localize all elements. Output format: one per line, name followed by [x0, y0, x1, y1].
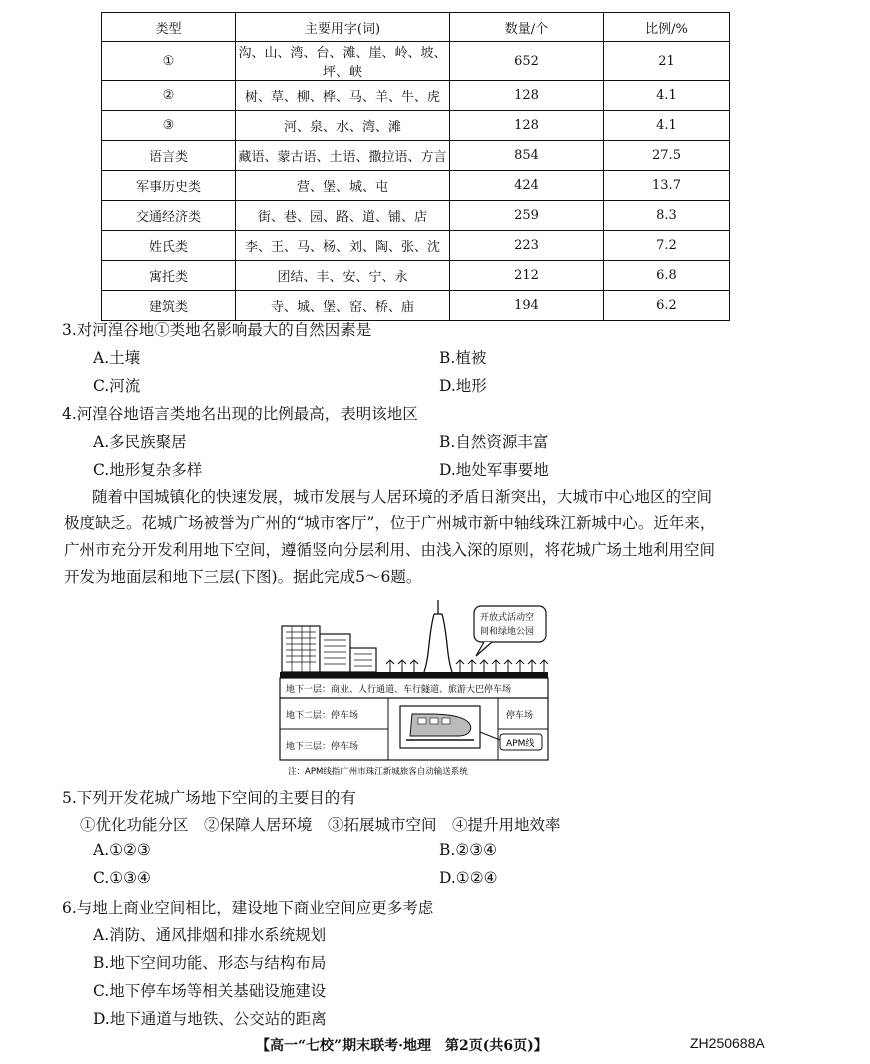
apm-train-icon [400, 706, 480, 748]
table-header-cell: 主要用字(词) [236, 13, 450, 42]
table-row [102, 171, 730, 201]
table-cell: 27.5 [604, 141, 730, 171]
table-cell: 团结、丰、安、宁、永 [236, 261, 450, 291]
basement-2-label: 地下二层：停车场 [286, 711, 359, 721]
passage-line-2: 极度缺乏。花城广场被誉为广州的“城市客厅”，位于广州城市新中轴线珠江新城中心。近年来， [64, 514, 716, 532]
building-icon [282, 626, 376, 672]
question-4-option-a[interactable]: A.多民族聚居 [93, 433, 187, 451]
table-cell: 语言类 [102, 141, 236, 171]
question-5-option-c[interactable]: C.①③④ [93, 869, 151, 887]
table-cell: 424 [450, 171, 604, 201]
table-cell: 寺、城、堡、窑、桥、庙 [236, 291, 450, 321]
callout-line-2: 间和绿地公园 [480, 627, 535, 637]
question-3-option-a[interactable]: A.土壤 [93, 349, 141, 367]
place-name-table [101, 12, 730, 321]
table-cell: 259 [450, 201, 604, 231]
table-row [102, 261, 730, 291]
question-5-option-a[interactable]: A.①②③ [93, 841, 151, 859]
table-cell: 128 [450, 81, 604, 111]
question-3-option-c[interactable]: C.河流 [93, 377, 141, 395]
table-cell: 树、草、柳、桦、马、羊、牛、虎 [236, 81, 450, 111]
table-cell: 7.2 [604, 231, 730, 261]
table-row [102, 141, 730, 171]
table-cell: 652 [450, 42, 604, 81]
page-footer: 【高一“七校”期末联考·地理 第2页(共6页)】 [256, 1038, 548, 1054]
table-row [102, 42, 730, 81]
table-cell: 寓托类 [102, 261, 236, 291]
table-cell: 军事历史类 [102, 171, 236, 201]
table-row [102, 81, 730, 111]
table-cell: 13.7 [604, 171, 730, 201]
question-4-stem: 4.河湟谷地语言类地名出现的比例最高，表明该地区 [62, 405, 418, 423]
table-cell: 街、巷、园、路、道、铺、店 [236, 201, 450, 231]
question-3-stem: 3.对河湟谷地①类地名影响最大的自然因素是 [62, 321, 372, 339]
table-cell: 194 [450, 291, 604, 321]
question-4-option-d[interactable]: D.地处军事要地 [439, 461, 549, 479]
passage-line-1: 随着中国城镇化的快速发展，城市发展与人居环境的矛盾日渐突出，大城市中心地区的空间 [92, 488, 713, 506]
table-cell: 李、王、马、杨、刘、陶、张、沈 [236, 231, 450, 261]
table-cell: 建筑类 [102, 291, 236, 321]
question-3-option-b[interactable]: B.植被 [439, 349, 487, 367]
table-cell: 212 [450, 261, 604, 291]
table-cell: 交通经济类 [102, 201, 236, 231]
table-cell: 沟、山、湾、台、滩、崖、岭、坡、坪、峡 [236, 42, 450, 81]
question-6-option-c[interactable]: C.地下停车场等相关基础设施建设 [93, 982, 327, 1000]
question-4-option-b[interactable]: B.自然资源丰富 [439, 433, 549, 451]
question-4-option-c[interactable]: C.地形复杂多样 [93, 461, 203, 479]
question-6-option-b[interactable]: B.地下空间功能、形态与结构布局 [93, 954, 327, 972]
table-cell: 223 [450, 231, 604, 261]
table-cell: 营、堡、城、屯 [236, 171, 450, 201]
question-5-statements: ①优化功能分区 ②保障人居环境 ③拓展城市空间 ④提升用地效率 [80, 816, 561, 834]
table-cell: 姓氏类 [102, 231, 236, 261]
table-header-cell: 类型 [102, 13, 236, 42]
question-3-option-d[interactable]: D.地形 [439, 377, 487, 395]
table-cell: ① [102, 42, 236, 81]
table-row [102, 291, 730, 321]
table-cell: 6.8 [604, 261, 730, 291]
table-header-cell: 比例/% [604, 13, 730, 42]
basement-3-label: 地下三层：停车场 [286, 742, 359, 752]
table-header-cell: 数量/个 [450, 13, 604, 42]
question-6-option-d[interactable]: D.地下通道与地铁、公交站的距离 [93, 1010, 327, 1028]
apm-label: APM线 [506, 739, 535, 749]
table-cell: 4.1 [604, 81, 730, 111]
table-header-row [102, 13, 730, 42]
table-body [102, 42, 730, 321]
callout-bubble [474, 606, 546, 656]
question-5-option-b[interactable]: B.②③④ [439, 841, 498, 859]
question-6-stem: 6.与地上商业空间相比，建设地下商业空间应更多考虑 [62, 899, 434, 917]
table-cell: 8.3 [604, 201, 730, 231]
question-6-option-a[interactable]: A.消防、通风排烟和排水系统规划 [93, 926, 327, 944]
question-5-stem: 5.下列开发花城广场地下空间的主要目的有 [62, 789, 356, 807]
tree-row-icon [386, 660, 548, 672]
basement-1-label: 地下一层：商业、人行通道、车行隧道、旅游大巴停车场 [286, 685, 512, 695]
callout-line-1: 开放式活动空 [480, 613, 535, 623]
table-cell: 854 [450, 141, 604, 171]
figure-note: 注：APM线指广州市珠江新城旅客自动输送系统 [288, 767, 468, 777]
table-cell: ② [102, 81, 236, 111]
passage-line-3: 广州市充分开发利用地下空间，遵循竖向分层利用、由浅入深的原则，将花城广场土地利用空间 [64, 541, 716, 559]
table-cell: 21 [604, 42, 730, 81]
huacheng-square-figure [278, 598, 550, 780]
table-cell: 河、泉、水、湾、滩 [236, 111, 450, 141]
parking-label: 停车场 [506, 711, 534, 721]
table-row [102, 231, 730, 261]
passage-line-4: 开发为地面层和地下三层(下图)。据此完成5～6题。 [64, 568, 422, 586]
canton-tower-icon [424, 600, 452, 672]
exam-code: ZH250688A [690, 1035, 765, 1051]
table-cell: 4.1 [604, 111, 730, 141]
ground-surface [280, 672, 548, 678]
table-row [102, 111, 730, 141]
table-row [102, 201, 730, 231]
table-cell: 藏语、蒙古语、土语、撒拉语、方言 [236, 141, 450, 171]
table-cell: ③ [102, 111, 236, 141]
question-5-option-d[interactable]: D.①②④ [439, 869, 498, 887]
table-cell: 128 [450, 111, 604, 141]
table-cell: 6.2 [604, 291, 730, 321]
